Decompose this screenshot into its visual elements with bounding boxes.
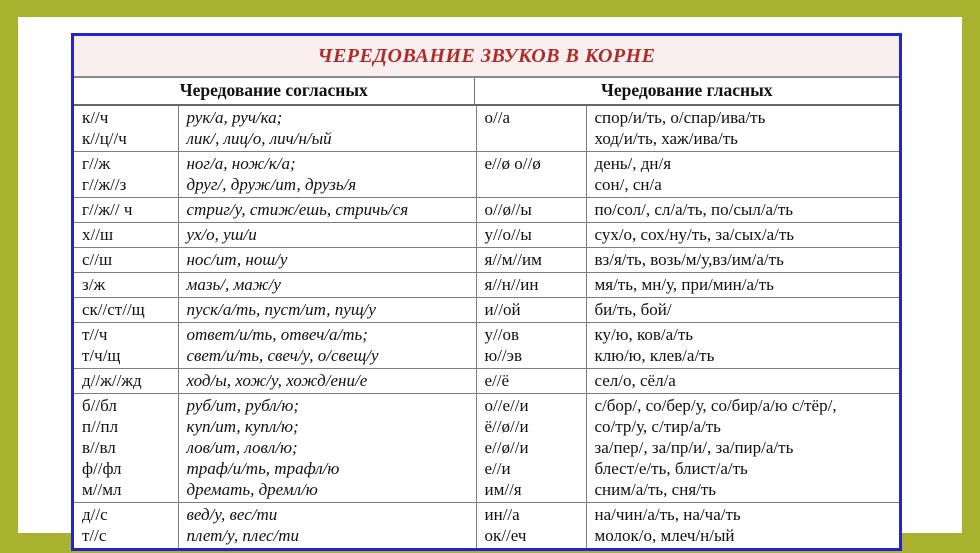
example-line: сним/а/ть, сня/ть [594,480,717,499]
example-line: рук/а, руч/ка; [186,108,283,127]
vowel-examples-cell [586,298,899,323]
example-line: руб/ит, рубл/ю; [186,396,300,415]
pattern-line: х//ш [82,225,114,244]
vowel-pattern-cell [476,323,586,369]
example-line: ответ/и/ть, отвеч/а/ть; [186,325,368,344]
example-line: клю/ю, клев/а/ть [594,346,715,365]
table-row [74,248,899,273]
table-title: ЧЕРЕДОВАНИЕ ЗВУКОВ В КОРНЕ [74,36,899,78]
pattern-line: ск//ст//щ [82,300,145,319]
table-header-row [74,78,899,106]
example-line: нос/ит, нош/у [186,250,288,269]
vowel-examples-cell [586,198,899,223]
pattern-line: е//ø о//ø [484,154,541,173]
table-row [74,369,899,394]
example-line: би/ть, бой/ [594,300,672,319]
vowel-pattern-cell [476,273,586,298]
example-line: стриг/у, стиж/ешь, стричь/ся [186,200,409,219]
pattern-line: т/ч/щ [82,346,121,365]
consonant-examples-cell [178,198,476,223]
consonant-pattern-cell [74,273,178,298]
pattern-line: к//ц//ч [82,129,127,148]
table-row [74,323,899,369]
consonant-pattern-cell [74,394,178,503]
table-row [74,298,899,323]
vowel-examples-cell [586,503,899,549]
consonant-pattern-cell [74,323,178,369]
pattern-line: и//ой [484,300,521,319]
example-line: с/бор/, со/бер/у, со/бир/а/ю с/тёр/, [594,396,837,415]
pattern-line: ю//эв [484,346,522,365]
example-line: на/чин/а/ть, на/ча/ть [594,505,741,524]
pattern-line: г//ж//з [82,175,127,194]
consonant-examples-cell [178,503,476,549]
vowel-examples-cell [586,223,899,248]
vowel-pattern-cell [476,106,586,152]
vowel-examples-cell [586,273,899,298]
vowel-pattern-cell [476,369,586,394]
table-row [74,223,899,248]
pattern-line: ин//а [484,505,520,524]
example-line: блест/е/ть, блист/а/ть [594,459,748,478]
table-row [74,198,899,223]
consonant-pattern-cell [74,223,178,248]
example-line: мя/ть, мн/у, при/мин/а/ть [594,275,774,294]
vowel-examples-cell [586,323,899,369]
pattern-line: п//пл [82,417,119,436]
table-row [74,106,899,152]
header-vowels: Чередование гласных [601,80,773,100]
vowel-pattern-cell [476,394,586,503]
pattern-line: ок//еч [484,526,527,545]
consonant-pattern-cell [74,106,178,152]
example-line: ход/ы, хож/у, хожд/ени/е [186,371,368,390]
vowel-pattern-cell [476,248,586,273]
consonant-pattern-cell [74,248,178,273]
example-line: плет/у, плес/ти [186,526,300,545]
pattern-line: я//н//ин [484,275,539,294]
consonant-examples-cell [178,248,476,273]
example-line: куп/ит, купл/ю; [186,417,299,436]
example-line: сел/о, сёл/а [594,371,676,390]
pattern-line: е//ё [484,371,510,390]
pattern-line: с//ш [82,250,113,269]
example-line: ух/о, уш/и [186,225,257,244]
consonant-examples-cell [178,223,476,248]
pattern-line: д//ж//жд [82,371,142,390]
pattern-line: о//е//и [484,396,529,415]
pattern-line: е//и [484,459,511,478]
example-line: вз/я/ть, возь/м/у,вз/им/а/ть [594,250,784,269]
table-row [74,503,899,549]
example-line: со/тр/у, с/тир/а/ть [594,417,721,436]
example-line: сон/, сн/а [594,175,662,194]
example-line: мазь/, маж/у [186,275,281,294]
pattern-line: в//вл [82,438,116,457]
consonant-examples-cell [178,323,476,369]
pattern-line: у//о//ы [484,225,532,244]
example-line: свет/и/ть, свеч/у, о/свещ/у [186,346,379,365]
vowel-pattern-cell [476,503,586,549]
example-line: пуск/а/ть, пуст/ит, пущ/у [186,300,376,319]
table-row [74,394,899,503]
pattern-line: г//ж// ч [82,200,133,219]
vowel-examples-cell [586,106,899,152]
example-line: лик/, лиц/о, лич/н/ый [186,129,332,148]
table-row [74,273,899,298]
consonant-examples-cell [178,152,476,198]
example-line: траф/и/ть, трафл/ю [186,459,340,478]
pattern-line: е//ø//и [484,438,529,457]
consonant-pattern-cell [74,369,178,394]
vowel-examples-cell [586,152,899,198]
vowel-pattern-cell [476,223,586,248]
alternation-body-table [74,106,899,548]
vowel-pattern-cell [476,298,586,323]
pattern-line: м//мл [82,480,122,499]
consonant-examples-cell [178,298,476,323]
vowel-examples-cell [586,394,899,503]
example-line: дремать, дремл/ю [186,480,318,499]
header-consonants: Чередование согласных [74,78,475,104]
consonant-pattern-cell [74,198,178,223]
example-line: по/сол/, сл/а/ть, по/сыл/а/ть [594,200,793,219]
example-line: сух/о, сох/ну/ть, за/сых/а/ть [594,225,795,244]
consonant-examples-cell [178,273,476,298]
pattern-line: у//ов [484,325,519,344]
pattern-line: о//а [484,108,510,127]
pattern-line: д//с [82,505,108,524]
example-line: молок/о, млеч/н/ый [594,526,735,545]
example-line: день/, дн/я [594,154,672,173]
pattern-line: б//бл [82,396,117,415]
pattern-line: о//ø//ы [484,200,532,219]
consonant-examples-cell [178,106,476,152]
pattern-line: г//ж [82,154,111,173]
consonant-pattern-cell [74,152,178,198]
example-line: лов/ит, ловл/ю; [186,438,298,457]
pattern-line: т//с [82,526,107,545]
example-line: за/пер/, за/пр/и/, за/пир/а/ть [594,438,794,457]
pattern-line: им//я [484,480,522,499]
example-line: друг/, друж/ит, друзь/я [186,175,357,194]
pattern-line: ф//фл [82,459,122,478]
vowel-pattern-cell [476,152,586,198]
example-line: спор/и/ть, о/спар/ива/ть [594,108,766,127]
pattern-line: т//ч [82,325,108,344]
pattern-line: з/ж [82,275,106,294]
vowel-pattern-cell [476,198,586,223]
pattern-line: ё//ø//и [484,417,529,436]
vowel-examples-cell [586,369,899,394]
table-row [74,152,899,198]
example-line: ход/и/ть, хаж/ива/ть [594,129,738,148]
example-line: ку/ю, ков/а/ть [594,325,694,344]
consonant-pattern-cell [74,503,178,549]
pattern-line: к//ч [82,108,109,127]
vowel-examples-cell [586,248,899,273]
consonant-examples-cell [178,394,476,503]
consonant-examples-cell [178,369,476,394]
example-line: ног/а, нож/к/а; [186,154,296,173]
pattern-line: я//м//им [484,250,542,269]
consonant-pattern-cell [74,298,178,323]
alternation-table [71,33,902,551]
example-line: вед/у, вес/ти [186,505,278,524]
